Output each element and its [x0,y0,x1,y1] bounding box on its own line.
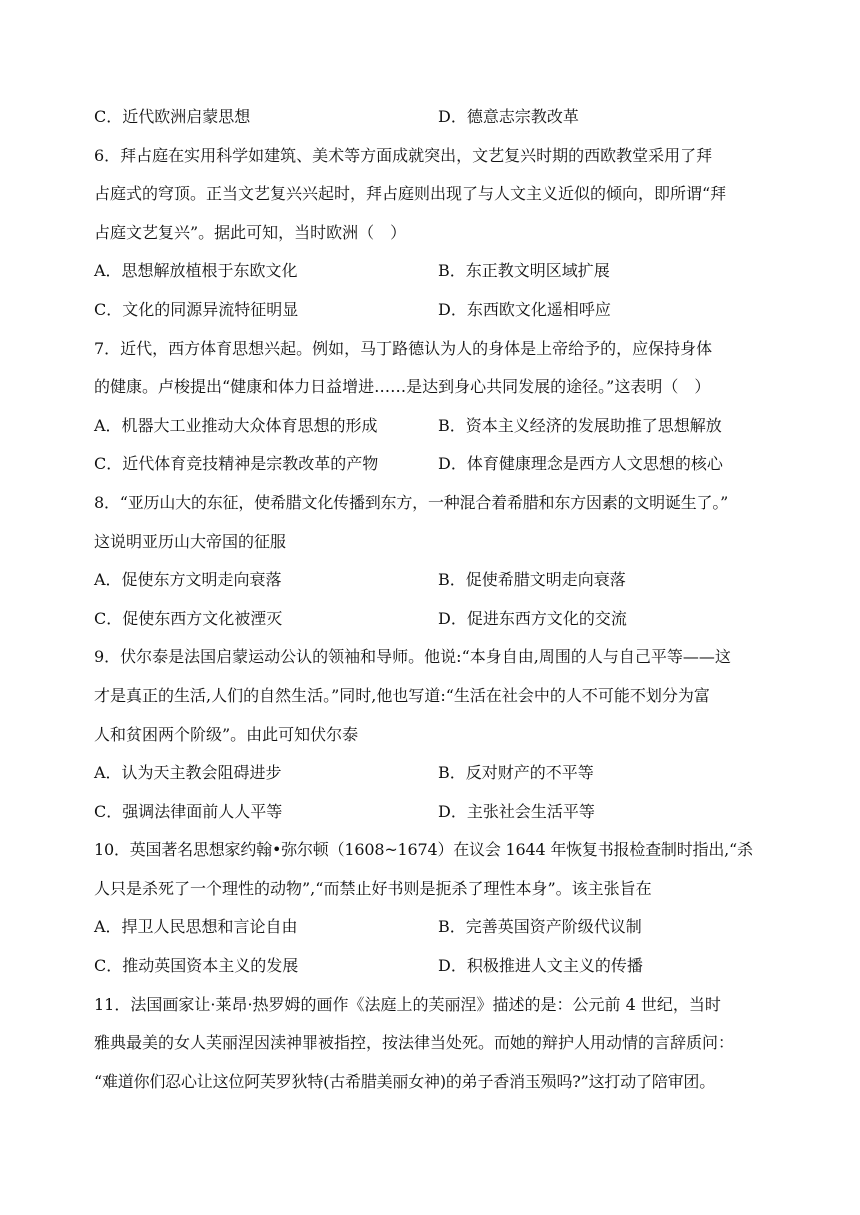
option-row [94,947,770,986]
question-stem-line: 6．拜占庭在实用科学如建筑、美术等方面成就突出，文艺复兴时期的西欧教堂采用了拜 [94,145,713,165]
option-a: A．思想解放植根于东欧文化 [94,261,298,281]
option-row [94,600,770,639]
option-b: B．东正教文明区域扩展 [438,261,610,281]
option-a: A．捍卫人民思想和言论自由 [94,917,298,937]
question-stem-line: 10．英国著名思想家约翰•弥尔顿（1608~1674）在议会 1644 年恢复书报检查制时指出,“杀 [94,840,753,860]
option-b: B．完善英国资产阶级代议制 [438,917,642,937]
question-stem-line: 11．法国画家让·莱昂·热罗姆的画作《法庭上的芙丽涅》描述的是：公元前 4 世纪，当时 [94,994,721,1014]
option-c: C．推动英国资本主义的发展 [94,956,299,976]
question-6 [94,137,770,330]
question-stem-line: 这说明亚历山大帝国的征服 [94,531,287,551]
question-stem-line: 雅典最美的女人芙丽涅因渎神罪被指控，按法律当处死。而她的辩护人用动情的言辞质问： [94,1033,735,1053]
option-d: D．积极推进人文主义的传播 [438,956,643,976]
option-d: D．体育健康理念是西方人文思想的核心 [438,454,723,474]
question-7 [94,330,770,484]
option-a: A．机器大工业推动大众体育思想的形成 [94,415,378,435]
option-row [94,445,770,484]
exam-page [94,98,770,1101]
option-row [94,754,770,793]
option-c: C．近代欧洲启蒙思想 [94,107,251,126]
option-row [94,252,770,291]
question-stem-line: 8．“亚历山大的东征，使希腊文化传播到东方，一种混合着希腊和东方因素的文明诞生了。” [94,492,729,512]
option-row [94,908,770,947]
question-11 [94,986,770,1102]
option-c: C．近代体育竞技精神是宗教改革的产物 [94,454,379,474]
question-stem-line: 的健康。卢梭提出“健康和体力日益增进……是达到身心共同发展的途径。”这表明（ ） [94,377,711,397]
option-d: D．主张社会生活平等 [438,801,595,821]
option-row [94,793,770,832]
option-c: C．文化的同源异流特征明显 [94,299,299,319]
question-stem-line: 占庭文艺复兴”。据此可知，当时欧洲（ ） [94,222,407,242]
option-c: C．促使东西方文化被湮灭 [94,608,283,628]
option-b: B．反对财产的不平等 [438,763,594,783]
question-stem-line: 才是真正的生活,人们的自然生活。”同时,他也写道:“生活在社会中的人不可能不划分为富 [94,685,710,705]
option-d: D．东西欧文化遥相呼应 [438,299,611,319]
option-row [94,98,770,137]
question-stem-line: 人只是杀死了一个理性的动物”,“而禁止好书则是扼杀了理性本身”。该主张旨在 [94,878,652,898]
question-stem-line: 9．伏尔泰是法国启蒙运动公认的领袖和导师。他说:“本身自由,周围的人与自己平等——这 [94,647,731,667]
option-b: B．促使希腊文明走向衰落 [438,570,626,590]
option-row [94,407,770,446]
question-10 [94,831,770,985]
option-d: D．德意志宗教改革 [438,107,579,126]
question-8 [94,484,770,638]
option-b: B．资本主义经济的发展助推了思想解放 [438,415,722,435]
option-row [94,561,770,600]
option-d: D．促进东西方文化的交流 [438,608,627,628]
question-stem-line: 7．近代，西方体育思想兴起。例如，马丁路德认为人的身体是上帝给予的，应保持身体 [94,338,713,358]
option-row [94,291,770,330]
question-stem-line: 人和贫困两个阶级”。由此可知伏尔泰 [94,724,359,744]
question-9 [94,638,770,831]
option-c: C．强调法律面前人人平等 [94,801,283,821]
option-a: A．促使东方文明走向衰落 [94,570,282,590]
question-stem-line: 占庭式的穹顶。正当文艺复兴兴起时，拜占庭则出现了与人文主义近似的倾向，即所谓“拜 [94,184,727,204]
question-stem-line: “难道你们忍心让这位阿芙罗狄特(古希腊美丽女神)的弟子香消玉殒吗?”这打动了陪审团。 [94,1071,716,1091]
option-a: A．认为天主教会阻碍进步 [94,763,282,783]
